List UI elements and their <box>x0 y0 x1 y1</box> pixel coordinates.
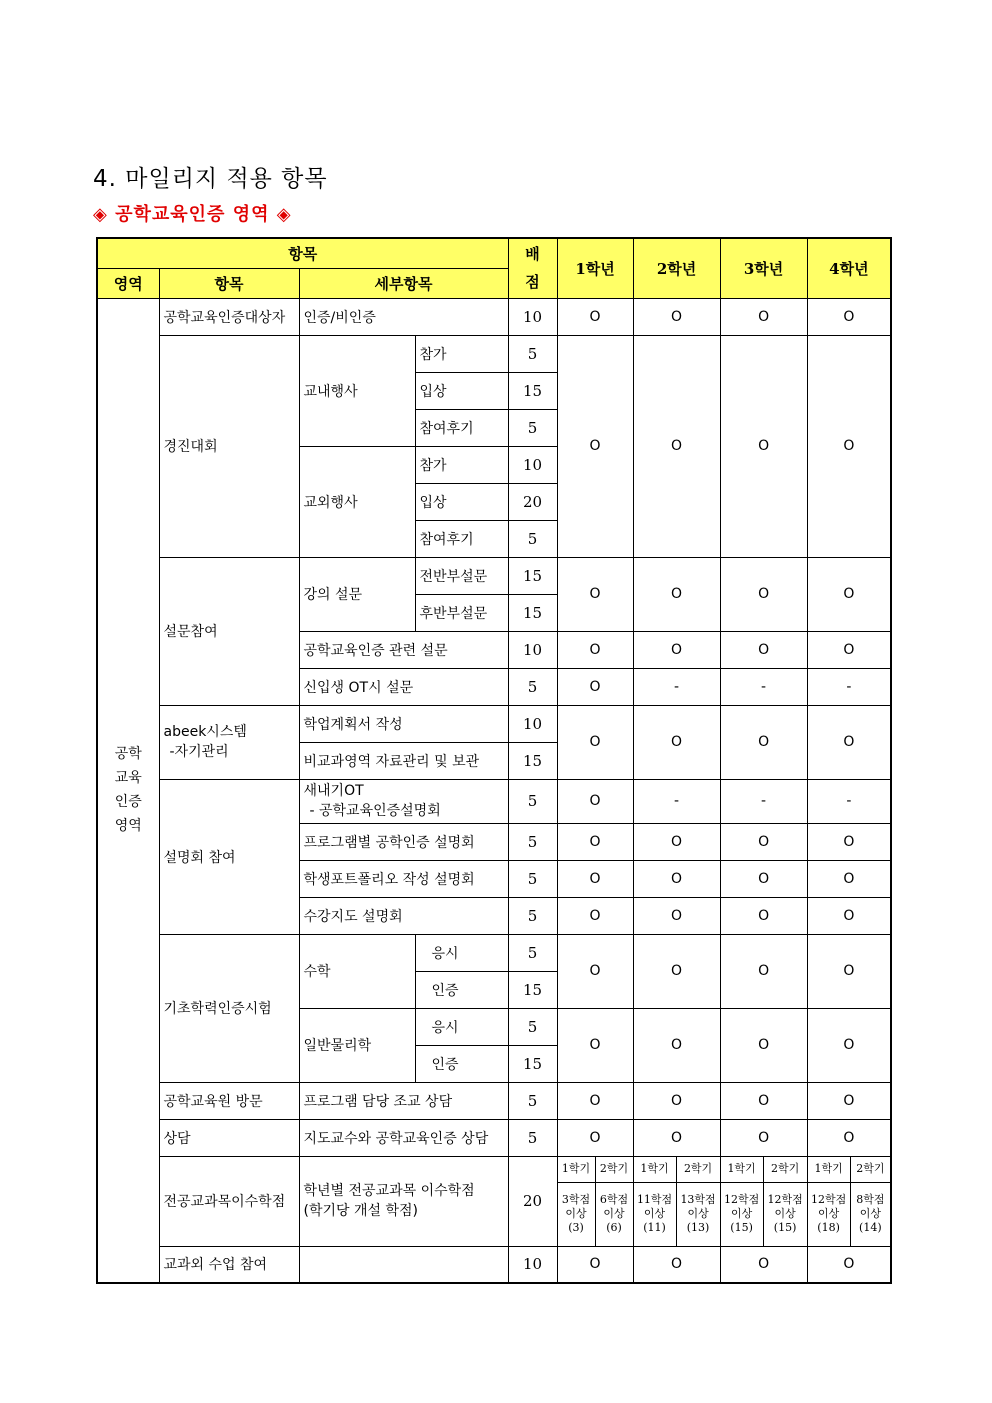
mark-year-4: O <box>807 557 891 631</box>
semester-label: 2학기 <box>850 1156 891 1182</box>
mark-year-4: - <box>807 668 891 705</box>
mark-year-3: O <box>720 897 807 934</box>
score-value: 5 <box>508 1082 557 1119</box>
credit-value: 12학점 <box>810 1193 847 1206</box>
mark-year-4: O <box>807 298 891 335</box>
score-value: 10 <box>508 446 557 483</box>
mark-year-1: O <box>557 823 633 860</box>
header-detail: 세부항목 <box>299 268 508 298</box>
sub-group-label: 교내행사 <box>299 335 415 446</box>
score-value: 20 <box>508 1156 557 1246</box>
credit-value: 12학점 <box>767 1193 803 1206</box>
detail-label: 수강지도 설명회 <box>299 897 508 934</box>
credit-value: 11학점 <box>636 1193 673 1206</box>
credit-requirement <box>763 1182 807 1246</box>
score-value: 5 <box>508 335 557 372</box>
score-value: 10 <box>508 1246 557 1283</box>
score-value: 5 <box>508 779 557 823</box>
section-heading: 4. 마일리지 적용 항목 <box>93 166 328 192</box>
credit-requirement <box>633 1182 676 1246</box>
header-year-4: 4학년 <box>807 238 891 298</box>
detail-label <box>299 779 508 823</box>
item-label: 설문참여 <box>159 557 299 705</box>
credit-paren: (6) <box>606 1221 622 1234</box>
score-value: 5 <box>508 934 557 971</box>
mark-year-2: O <box>633 897 720 934</box>
detail-label <box>299 1156 508 1246</box>
sub-label: 참여후기 <box>415 409 508 446</box>
sub-label: 응시 <box>415 1008 508 1045</box>
mark-year-1: O <box>557 1246 633 1283</box>
credit-suffix: 이상 <box>687 1207 709 1220</box>
detail-label: 공학교육인증 관련 설문 <box>299 631 508 668</box>
mark-year-2: O <box>633 631 720 668</box>
score-value: 15 <box>508 594 557 631</box>
mark-year-1: O <box>557 860 633 897</box>
mark-year-3: O <box>720 1119 807 1156</box>
score-value: 15 <box>508 971 557 1008</box>
mark-year-4: O <box>807 934 891 1008</box>
detail-label: 프로그램별 공학인증 설명회 <box>299 823 508 860</box>
score-value: 20 <box>508 483 557 520</box>
detail-label: 신입생 OT시 설문 <box>299 668 508 705</box>
semester-label: 1학기 <box>720 1156 763 1182</box>
detail-label: 프로그램 담당 조교 상담 <box>299 1082 508 1119</box>
credit-value: 6학점 <box>599 1193 629 1206</box>
detail-label-line2: (학기당 개설 학점) <box>303 1203 418 1219</box>
mark-year-2: O <box>633 860 720 897</box>
mark-year-1: O <box>557 779 633 823</box>
item-label: 상담 <box>159 1119 299 1156</box>
semester-label: 2학기 <box>676 1156 720 1182</box>
mark-year-4: O <box>807 705 891 779</box>
score-value: 5 <box>508 409 557 446</box>
mark-year-3: O <box>720 631 807 668</box>
detail-label-line1: 새내기OT <box>303 783 364 799</box>
header-year-3: 3학년 <box>720 238 807 298</box>
mark-year-3: O <box>720 298 807 335</box>
credit-value: 8학점 <box>856 1193 885 1206</box>
score-value: 5 <box>508 1119 557 1156</box>
score-value: 15 <box>508 1045 557 1082</box>
credit-value: 12학점 <box>723 1193 760 1206</box>
credit-paren: (15) <box>773 1221 797 1234</box>
score-value: 10 <box>508 298 557 335</box>
mileage-table <box>96 237 892 1284</box>
item-label: 공학교육인증대상자 <box>159 298 299 335</box>
mark-year-2: O <box>633 557 720 631</box>
credit-suffix: 이상 <box>774 1207 796 1220</box>
mark-year-1: O <box>557 1008 633 1082</box>
mark-year-1: O <box>557 1119 633 1156</box>
credit-requirement <box>850 1182 891 1246</box>
mark-year-3: O <box>720 1008 807 1082</box>
semester-label: 1학기 <box>557 1156 595 1182</box>
detail-label-line1: 학년별 전공교과목 이수학점 <box>303 1183 475 1199</box>
sub-group-label: 일반물리학 <box>299 1008 415 1082</box>
detail-label: 비교과영역 자료관리 및 보관 <box>299 742 508 779</box>
mark-year-2: O <box>633 1008 720 1082</box>
item-label-line2: -자기관리 <box>169 744 229 760</box>
mark-year-4: - <box>807 779 891 823</box>
mark-year-3: O <box>720 1246 807 1283</box>
credit-requirement <box>676 1182 720 1246</box>
score-value: 10 <box>508 631 557 668</box>
mark-year-3: - <box>720 668 807 705</box>
credit-requirement <box>807 1182 850 1246</box>
sub-label: 입상 <box>415 483 508 520</box>
credit-suffix: 이상 <box>565 1207 587 1220</box>
header-item: 항목 <box>159 268 299 298</box>
mark-year-1: O <box>557 668 633 705</box>
credit-paren: (3) <box>568 1221 584 1234</box>
sub-group-label: 교외행사 <box>299 446 415 557</box>
mark-year-3: O <box>720 1082 807 1119</box>
area-label: 공학 교육 인증 영역 <box>97 298 159 1283</box>
mark-year-3: O <box>720 934 807 1008</box>
item-label <box>159 705 299 779</box>
item-label: 교과외 수업 참여 <box>159 1246 299 1283</box>
score-value: 5 <box>508 1008 557 1045</box>
mark-year-3: O <box>720 705 807 779</box>
score-value: 15 <box>508 372 557 409</box>
mark-year-2: O <box>633 934 720 1008</box>
sub-label: 인증 <box>415 971 508 1008</box>
item-label: 전공교과목이수학점 <box>159 1156 299 1246</box>
sub-label: 응시 <box>415 934 508 971</box>
credit-suffix: 이상 <box>817 1207 840 1220</box>
detail-label: 학생포트폴리오 작성 설명회 <box>299 860 508 897</box>
mark-year-2: - <box>633 779 720 823</box>
detail-label <box>299 1246 508 1283</box>
header-score <box>508 238 557 298</box>
mark-year-1: O <box>557 557 633 631</box>
mark-year-4: O <box>807 1119 891 1156</box>
mark-year-3: O <box>720 335 807 557</box>
item-label: 공학교육원 방문 <box>159 1082 299 1119</box>
mark-year-4: O <box>807 897 891 934</box>
score-value: 5 <box>508 897 557 934</box>
sub-group-label: 강의 설문 <box>299 557 415 631</box>
credit-requirement <box>595 1182 633 1246</box>
mark-year-1: O <box>557 705 633 779</box>
score-value: 15 <box>508 742 557 779</box>
semester-label: 2학기 <box>595 1156 633 1182</box>
credit-paren: (14) <box>859 1221 882 1234</box>
sub-label: 인증 <box>415 1045 508 1082</box>
header-item-group: 항목 <box>97 238 508 268</box>
mark-year-4: O <box>807 1008 891 1082</box>
semester-label: 1학기 <box>633 1156 676 1182</box>
mark-year-4: O <box>807 1082 891 1119</box>
mark-year-1: O <box>557 298 633 335</box>
item-label-line1: abeek시스템 <box>163 724 247 740</box>
mark-year-1: O <box>557 934 633 1008</box>
credit-value: 3학점 <box>561 1193 591 1206</box>
header-year-2: 2학년 <box>633 238 720 298</box>
detail-label: 인증/비인증 <box>299 298 508 335</box>
sub-label: 입상 <box>415 372 508 409</box>
header-score-bottom: 점 <box>525 273 540 292</box>
mark-year-4: O <box>807 631 891 668</box>
header-area: 영역 <box>97 268 159 298</box>
credit-suffix: 이상 <box>859 1207 881 1220</box>
score-value: 15 <box>508 557 557 594</box>
mark-year-2: - <box>633 668 720 705</box>
detail-label: 지도교수와 공학교육인증 상담 <box>299 1119 508 1156</box>
header-score-top: 배 <box>525 245 540 264</box>
score-value: 5 <box>508 668 557 705</box>
mark-year-1: O <box>557 897 633 934</box>
detail-label-line2: - 공학교육인증설명회 <box>309 803 441 819</box>
mark-year-2: O <box>633 1082 720 1119</box>
mark-year-1: O <box>557 1082 633 1119</box>
sub-label: 참가 <box>415 335 508 372</box>
mark-year-2: O <box>633 705 720 779</box>
mark-year-3: O <box>720 823 807 860</box>
sub-group-label: 수학 <box>299 934 415 1008</box>
credit-paren: (15) <box>730 1221 753 1234</box>
mark-year-4: O <box>807 335 891 557</box>
mark-year-1: O <box>557 631 633 668</box>
mark-year-2: O <box>633 298 720 335</box>
credit-requirement <box>557 1182 595 1246</box>
credit-paren: (18) <box>817 1221 840 1234</box>
item-label: 설명회 참여 <box>159 779 299 934</box>
mark-year-4: O <box>807 860 891 897</box>
mark-year-3: - <box>720 779 807 823</box>
mark-year-4: O <box>807 823 891 860</box>
mark-year-2: O <box>633 823 720 860</box>
mark-year-3: O <box>720 557 807 631</box>
score-value: 5 <box>508 823 557 860</box>
sub-label: 후반부설문 <box>415 594 508 631</box>
item-label: 경진대회 <box>159 335 299 557</box>
mark-year-3: O <box>720 860 807 897</box>
item-label: 기초학력인증시험 <box>159 934 299 1082</box>
mark-year-2: O <box>633 1119 720 1156</box>
mark-year-2: O <box>633 1246 720 1283</box>
sub-label: 참여후기 <box>415 520 508 557</box>
semester-label: 2학기 <box>763 1156 807 1182</box>
detail-label: 학업계획서 작성 <box>299 705 508 742</box>
score-value: 10 <box>508 705 557 742</box>
sub-label: 전반부설문 <box>415 557 508 594</box>
score-value: 5 <box>508 860 557 897</box>
mark-year-2: O <box>633 335 720 557</box>
credit-suffix: 이상 <box>603 1207 625 1220</box>
score-value: 5 <box>508 520 557 557</box>
credit-suffix: 이상 <box>643 1207 666 1220</box>
credit-requirement <box>720 1182 763 1246</box>
section-subheading: ◈ 공학교육인증 영역 ◈ <box>93 204 292 225</box>
semester-label: 1학기 <box>807 1156 850 1182</box>
header-year-1: 1학년 <box>557 238 633 298</box>
credit-paren: (11) <box>643 1221 666 1234</box>
credit-paren: (13) <box>686 1221 710 1234</box>
credit-value: 13학점 <box>680 1193 716 1206</box>
mark-year-4: O <box>807 1246 891 1283</box>
mark-year-1: O <box>557 335 633 557</box>
credit-suffix: 이상 <box>730 1207 753 1220</box>
sub-label: 참가 <box>415 446 508 483</box>
